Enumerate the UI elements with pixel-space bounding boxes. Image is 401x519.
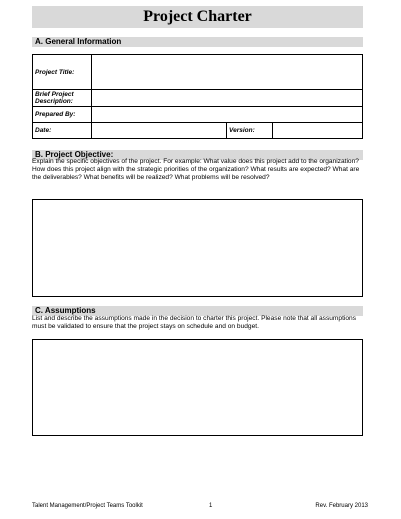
footer-left-text: Talent Management/Project Teams Toolkit [32, 503, 143, 509]
project-objective-box[interactable] [32, 199, 363, 297]
section-b-heading: B. Project Objective: [32, 150, 363, 160]
project-title-field[interactable] [92, 55, 363, 90]
footer-revision: Rev. February 2013 [315, 503, 368, 509]
prepared-by-label: Prepared By: [33, 107, 92, 123]
assumptions-box[interactable] [32, 339, 363, 436]
title-bar [32, 6, 363, 28]
general-info-table [32, 54, 363, 139]
project-title-label: Project Title: [33, 55, 92, 90]
version-label: Version: [227, 123, 273, 139]
prepared-by-field[interactable] [92, 107, 363, 123]
version-field[interactable] [273, 123, 363, 139]
date-field[interactable] [92, 123, 227, 139]
footer-page-number: 1 [209, 503, 213, 509]
section-c-heading: C. Assumptions [32, 306, 363, 316]
brief-description-label: Brief Project Description: [33, 90, 92, 107]
date-label: Date: [33, 123, 92, 139]
page-title: Project Charter [143, 8, 252, 25]
section-b-description: Explain the specific objectives of the project. For example: What value does this project add to the organization? How does this project align with the strategic priorities of the organization? What results are expected? What are the deliverables? What benefits will be realized? What problems will be resolved? [32, 158, 360, 181]
brief-description-field[interactable] [92, 90, 363, 107]
section-a-heading: A. General Information [32, 37, 363, 47]
section-c-description: List and describe the assumptions made in the decision to charter this project. Please note that all assumptions must be validated to ensure that the project stays on schedule and on budget. [32, 315, 357, 330]
